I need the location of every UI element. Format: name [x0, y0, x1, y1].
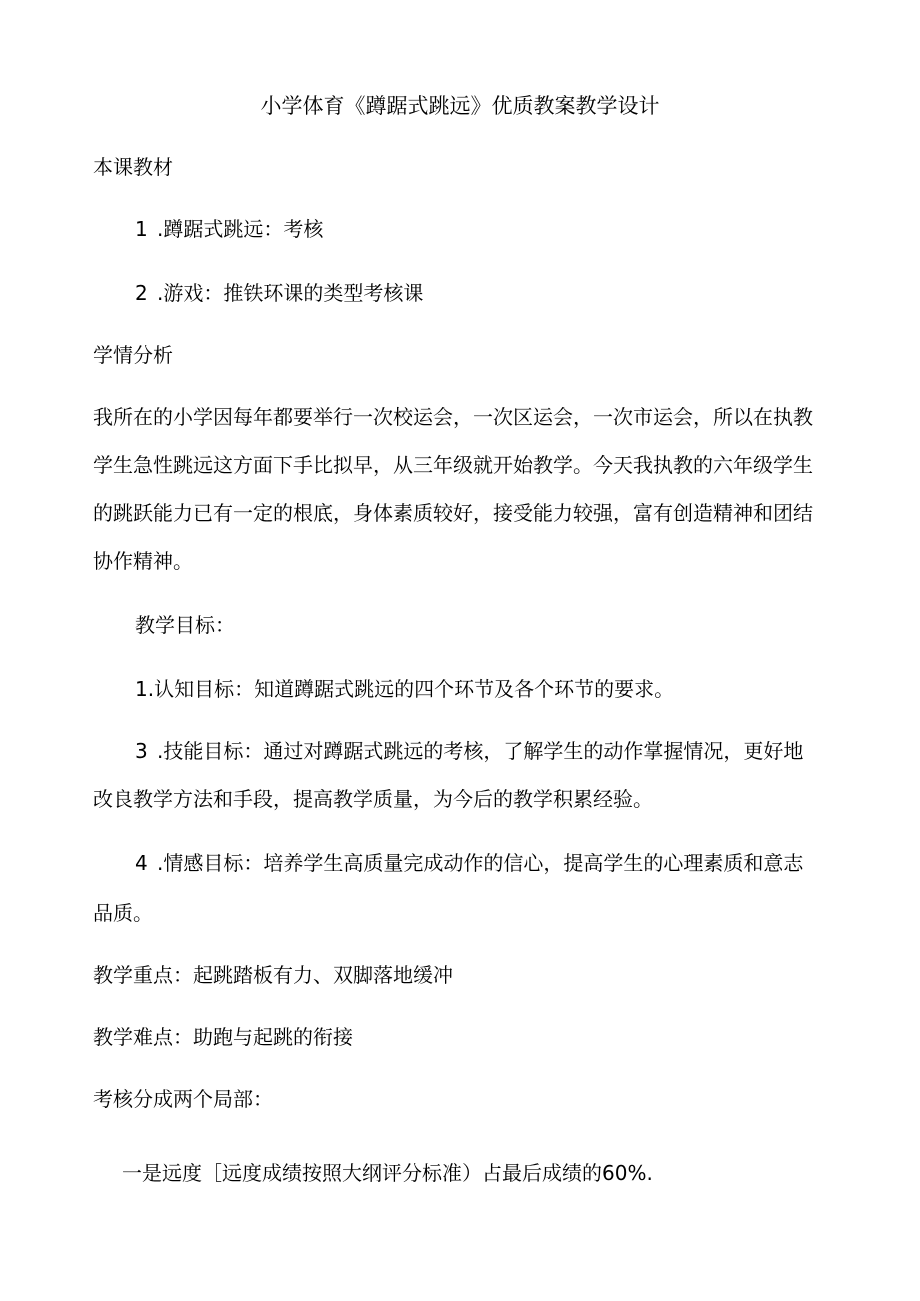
- analysis-paragraph-line: 我所在的小学因每年都要举行一次校运会，一次区运会，一次市运会，所以在执教: [93, 405, 813, 429]
- section-heading-analysis: 学情分析: [93, 343, 173, 367]
- materials-item-1: [135, 215, 323, 243]
- list-item-text: .蹲踞式跳远：考核: [157, 217, 324, 241]
- list-number: 1: [135, 217, 148, 241]
- analysis-paragraph-line: 学生急性跳远这方面下手比拟早，从三年级就开始教学。今天我执教的六年级学生: [93, 453, 813, 477]
- analysis-paragraph-line: 协作精神。: [93, 549, 193, 573]
- goal-item-1: 1.认知目标：知道蹲踞式跳远的四个环节及各个环节的要求。: [135, 677, 675, 701]
- list-number: 2: [135, 281, 148, 305]
- list-item-text: .游戏：推铁环课的类型考核课: [157, 281, 424, 305]
- list-number: 3: [135, 739, 148, 763]
- section-heading-materials: 本课教材: [93, 155, 173, 179]
- difficulty: 教学难点：助跑与起跳的衔接: [93, 1025, 353, 1049]
- section-heading-goals: 教学目标：: [135, 613, 235, 637]
- list-number: 4: [135, 851, 148, 875]
- document-title: 小学体育《蹲踞式跳远》优质教案教学设计: [260, 94, 660, 118]
- goal-item-3-line-1: [135, 737, 803, 765]
- list-item-text: .技能目标：通过对蹲踞式跳远的考核，了解学生的动作掌握情况，更好地: [157, 739, 804, 763]
- assessment-heading: 考核分成两个局部：: [93, 1087, 273, 1111]
- analysis-paragraph-line: 的跳跃能力已有一定的根底，身体素质较好，接受能力较强，富有创造精神和团结: [93, 501, 813, 525]
- goal-item-4-line-1: [135, 849, 803, 877]
- list-item-text: .情感目标：培养学生高质量完成动作的信心，提高学生的心理素质和意志: [157, 851, 804, 875]
- key-point: 教学重点：起跳踏板有力、双脚落地缓冲: [93, 963, 453, 987]
- goal-item-3-line-2: 改良教学方法和手段，提高教学质量，为今后的教学积累经验。: [93, 787, 653, 811]
- goal-item-4-line-2: 品质。: [93, 901, 153, 925]
- materials-item-2: [135, 279, 423, 307]
- assessment-item-1: 一是远度［远度成绩按照大纲评分标准）占最后成绩的60%.: [122, 1161, 653, 1185]
